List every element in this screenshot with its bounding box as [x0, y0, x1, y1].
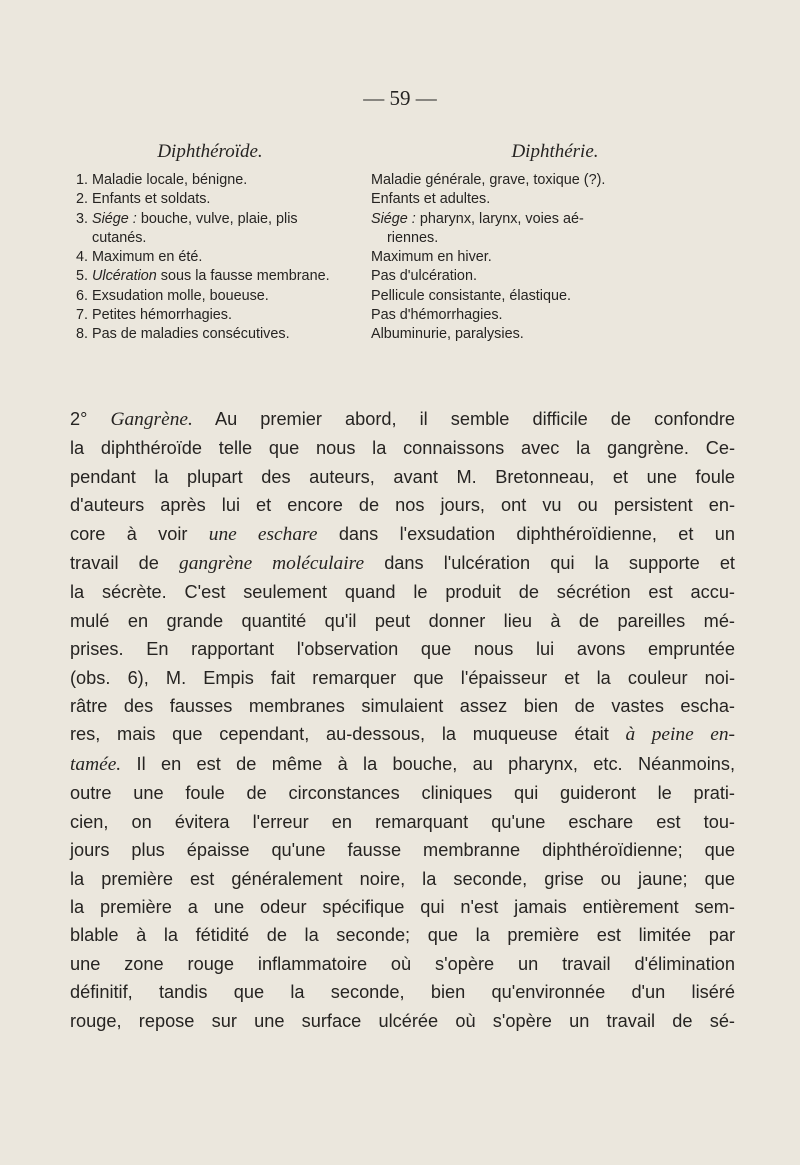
- left-cell: Maximum en été.: [92, 249, 203, 266]
- left-cell: Petites hémorrhagies.: [92, 307, 232, 324]
- text-line: la première a une odeur spécifique qui n'est jamais entièrement sem-: [70, 896, 735, 917]
- text-line: cien, on évitera l'erreur en remarquant qu'une eschare est tou-: [70, 811, 735, 832]
- left-cell-label: Siége :: [92, 210, 137, 227]
- row-number: 8.: [76, 326, 89, 343]
- right-cell: Pas d'ulcération.: [371, 268, 477, 285]
- left-cell: bouche, vulve, plaie, plis: [140, 210, 298, 227]
- text-line: 2° Gangrène. Au premier abord, il semble difficile de confondre: [70, 409, 735, 430]
- text-line: râtre des fausses membranes simulaient assez bien de vastes escha-: [70, 696, 735, 717]
- right-cell: Maladie générale, grave, toxique (?).: [371, 172, 606, 188]
- column-header-diphtheroide: Diphthéroïde.: [157, 141, 263, 162]
- right-cell: Pas d'hémorrhagies.: [371, 307, 503, 324]
- row-number: 6.: [76, 287, 89, 304]
- text-line: d'auteurs après lui et encore de nos jours, ont vu ou persistent en-: [70, 495, 735, 516]
- section-heading-gangrene: Gangrène.: [110, 409, 193, 430]
- row-number: 3.: [76, 210, 89, 227]
- right-cell: pharynx, larynx, voies aé-: [419, 210, 584, 227]
- text-line: prises. En rapportant l'observation que nous lui avons empruntée: [70, 639, 735, 660]
- italic-phrase: tamée.: [70, 753, 122, 775]
- text-line: la diphthéroïde telle que nous la connaissons avec la gangrène. Ce-: [70, 438, 735, 459]
- text-line: mulé en grande quantité qu'il peut donner lieu à de pareilles mé-: [70, 610, 735, 631]
- table-row: [76, 171, 736, 190]
- right-cell: Enfants et adultes.: [371, 191, 491, 208]
- text-line: pendant la plupart des auteurs, avant M. Bretonneau, et une foule: [70, 466, 735, 487]
- row-number: 4.: [76, 249, 89, 266]
- text-line: tamée. Il en est de même à la bouche, au pharynx, etc. Néanmoins,: [70, 753, 735, 775]
- text-line: jours plus épaisse qu'une fausse membranne diphthéroïdienne; que: [70, 840, 735, 861]
- left-cell: Enfants et soldats.: [92, 191, 211, 208]
- text-line: core à voir une eschare dans l'exsudation diphthéroïdienne, et un: [70, 523, 735, 545]
- row-number: 5.: [76, 268, 89, 285]
- text-line: travail de gangrène moléculaire dans l'ulcération qui la supporte et: [70, 553, 735, 575]
- left-cell: sous la fausse membrane.: [160, 268, 330, 285]
- left-cell-continued: cutanés.: [92, 229, 147, 246]
- page-number: — 59 —: [363, 86, 437, 110]
- text-line: rouge, repose sur une surface ulcérée où s'opère un travail de sé-: [70, 1010, 735, 1031]
- italic-phrase: à peine en-: [625, 724, 735, 746]
- text-line: la première est généralement noire, la seconde, grise ou jaune; que: [70, 868, 735, 889]
- right-cell-continued: riennes.: [387, 229, 439, 246]
- row-number: 7.: [76, 307, 89, 324]
- table-row: [76, 190, 736, 209]
- text-line: une zone rouge inflammatoire où s'opère un travail d'élimination: [70, 953, 735, 974]
- text-line: la sécrète. C'est seulement quand le produit de sécrétion est accu-: [70, 582, 735, 603]
- italic-phrase: gangrène moléculaire: [179, 553, 365, 575]
- left-cell: Maladie locale, bénigne.: [92, 172, 248, 188]
- italic-phrase: une eschare: [208, 523, 318, 545]
- column-header-diphtherie: Diphthérie.: [511, 141, 599, 162]
- text-line: outre une foule de circonstances cliniques qui guideront le prati-: [70, 783, 735, 804]
- text-line: blable à la fétidité de la seconde; que la première est limitée par: [70, 925, 735, 946]
- right-cell: Pellicule consistante, élastique.: [371, 287, 571, 304]
- table-row: [76, 306, 736, 325]
- table-row: [76, 210, 736, 249]
- comparison-table: [76, 171, 736, 345]
- table-row: [76, 248, 736, 267]
- text-line: res, mais que cependant, au-dessous, la muqueuse était à peine en-: [70, 724, 735, 746]
- body-paragraph: [70, 405, 735, 1035]
- text-line: (obs. 6), M. Empis fait remarquer que l'épaisseur et la couleur noi-: [70, 667, 735, 688]
- row-number: 2.: [76, 191, 89, 208]
- table-row: [76, 325, 736, 344]
- row-number: 1.: [76, 172, 89, 188]
- right-cell: Maximum en hiver.: [371, 249, 492, 266]
- left-cell: Exsudation molle, boueuse.: [92, 287, 269, 304]
- right-cell-label: Siége :: [371, 210, 416, 227]
- table-row: [76, 287, 736, 306]
- table-row: [76, 267, 736, 286]
- text-line: définitif, tandis que la seconde, bien qu'environnée d'un liséré: [70, 982, 735, 1003]
- left-cell: Pas de maladies consécutives.: [92, 326, 290, 343]
- right-cell: Albuminurie, paralysies.: [371, 326, 524, 343]
- left-cell-italic: Ulcération: [92, 268, 157, 285]
